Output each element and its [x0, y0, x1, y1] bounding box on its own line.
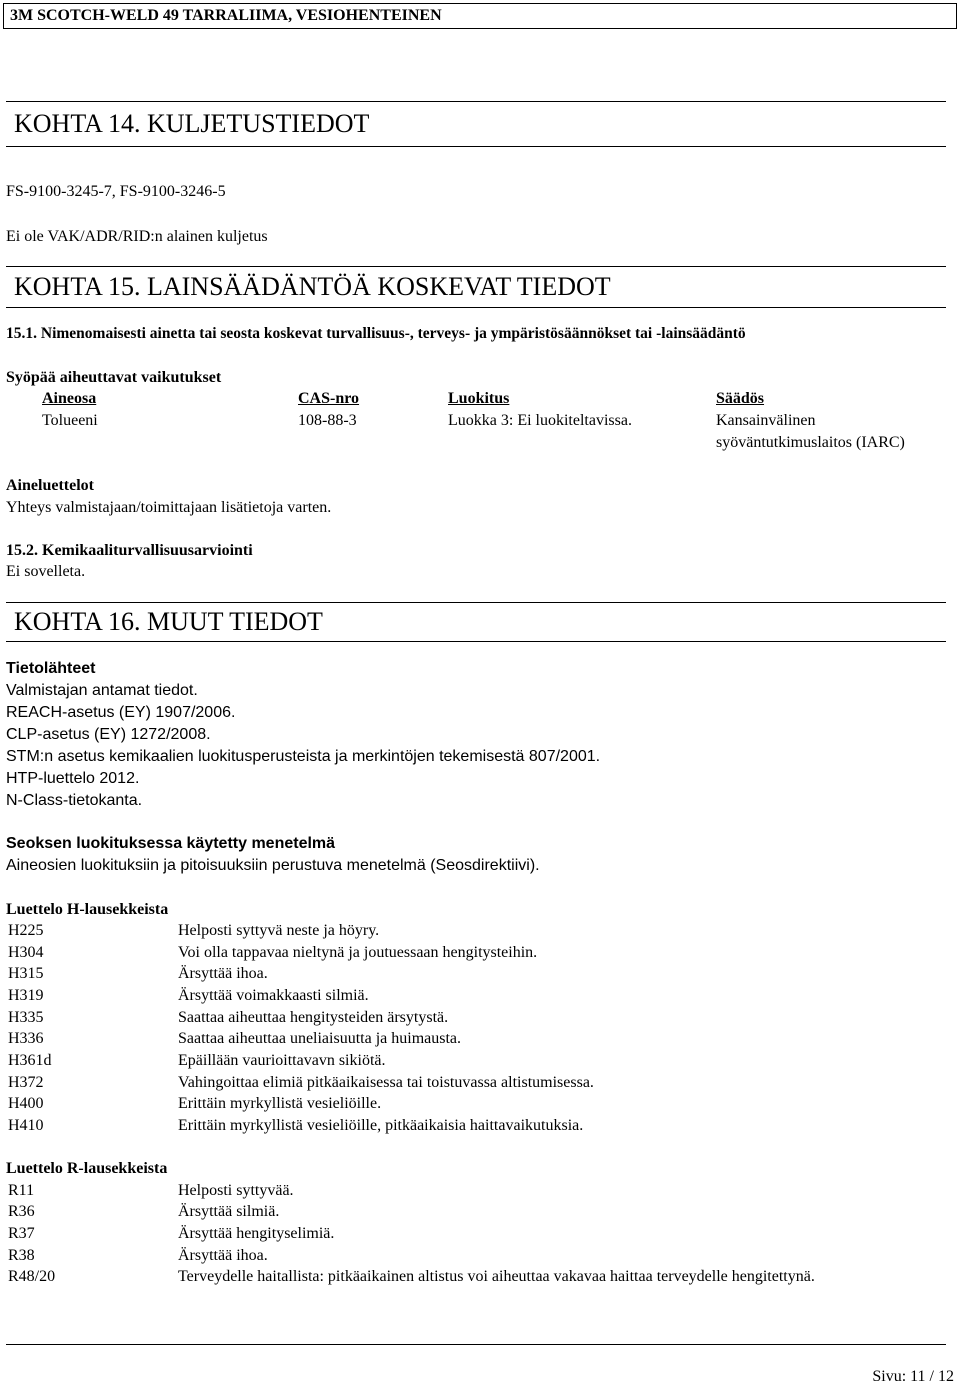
sources-heading: Tietolähteet — [6, 660, 96, 677]
r-statement-code: R38 — [8, 1247, 35, 1264]
page-number: Sivu: 11 / 12 — [872, 1368, 954, 1385]
h-statement-code: H410 — [8, 1117, 44, 1134]
table-header-regulation: Säädös — [716, 390, 765, 407]
h-statement-text: Helposti syttyvä neste ja höyry. — [178, 922, 380, 939]
h-statement-code: H336 — [8, 1030, 44, 1047]
source-item: REACH-asetus (EY) 1907/2006. — [6, 704, 236, 721]
table-cell-ingredient: Tolueeni — [42, 412, 98, 429]
subsection-15-2-text: Ei sovelleta. — [6, 563, 86, 580]
r-statement-text: Ärsyttää ihoa. — [178, 1247, 268, 1264]
r-statements-heading: Luettelo R-lausekkeista — [6, 1160, 168, 1177]
section-14-header — [6, 101, 946, 147]
table-header-classification: Luokitus — [448, 390, 510, 407]
method-text: Aineosien luokituksiin ja pitoisuuksiin perustuva menetelmä (Seosdirektiivi). — [6, 857, 540, 874]
document-title: 3M SCOTCH-WELD 49 TARRALIIMA, VESIOHENTEINEN — [10, 7, 442, 24]
r-statement-text: Helposti syttyvää. — [178, 1182, 294, 1199]
table-cell-cas: 108-88-3 — [298, 412, 357, 429]
subsection-15-1-title: 15.1. Nimenomaisesti ainetta tai seosta koskevat turvallisuus-, terveys- ja ympäristösäännökset tai -lainsäädäntö — [6, 325, 746, 342]
subsection-15-2-title: 15.2. Kemikaaliturvallisuusarviointi — [6, 542, 253, 559]
r-statement-code: R11 — [8, 1182, 35, 1199]
h-statement-text: Saattaa aiheuttaa uneliaisuutta ja huimausta. — [178, 1030, 462, 1047]
r-statement-code: R48/20 — [8, 1268, 56, 1285]
product-codes: FS-9100-3245-7, FS-9100-3246-5 — [6, 183, 226, 200]
r-statement-code: R36 — [8, 1203, 35, 1220]
table-cell-classification: Luokka 3: Ei luokiteltavissa. — [448, 412, 632, 429]
h-statement-code: H400 — [8, 1095, 44, 1112]
table-header-ingredient: Aineosa — [42, 390, 97, 407]
source-item: HTP-luettelo 2012. — [6, 770, 140, 787]
h-statement-code: H304 — [8, 944, 44, 961]
section-15-title: KOHTA 15. LAINSÄÄDÄNTÖÄ KOSKEVAT TIEDOT — [14, 272, 611, 301]
footer-divider — [6, 1344, 946, 1345]
h-statement-code: H315 — [8, 965, 44, 982]
method-heading: Seoksen luokituksessa käytetty menetelmä — [6, 835, 336, 852]
r-statement-text: Ärsyttää silmiä. — [178, 1203, 280, 1220]
table-cell-regulation-line1: Kansainvälinen — [716, 412, 816, 429]
r-statement-text: Ärsyttää hengityselimiä. — [178, 1225, 335, 1242]
transport-note: Ei ole VAK/ADR/RID:n alainen kuljetus — [6, 228, 268, 245]
h-statements-heading: Luettelo H-lausekkeista — [6, 901, 169, 918]
section-14-title: KOHTA 14. KULJETUSTIEDOT — [14, 109, 370, 138]
r-statement-code: R37 — [8, 1225, 35, 1242]
h-statement-text: Ärsyttää voimakkaasti silmiä. — [178, 987, 369, 1004]
table-header-cas: CAS-nro — [298, 390, 360, 407]
carcinogen-heading: Syöpää aiheuttavat vaikutukset — [6, 369, 222, 386]
h-statement-code: H319 — [8, 987, 44, 1004]
h-statement-code: H335 — [8, 1009, 44, 1026]
section-16-header — [6, 602, 946, 642]
h-statement-text: Erittäin myrkyllistä vesieliöille. — [178, 1095, 382, 1112]
h-statement-text: Vahingoittaa elimiä pitkäaikaisessa tai toistuvassa altistumisessa. — [178, 1074, 594, 1091]
h-statement-code: H372 — [8, 1074, 44, 1091]
r-statement-text: Terveydelle haitallista: pitkäaikainen altistus voi aiheuttaa vakavaa haittaa terveydelle hengitettynä. — [178, 1268, 815, 1285]
section-16-title: KOHTA 16. MUUT TIEDOT — [14, 607, 323, 636]
h-statement-text: Epäillään vaurioittavavn sikiötä. — [178, 1052, 386, 1069]
h-statement-text: Ärsyttää ihoa. — [178, 965, 268, 982]
h-statement-text: Voi olla tappavaa nieltynä ja joutuessaan hengitysteihin. — [178, 944, 538, 961]
h-statement-code: H361d — [8, 1052, 52, 1069]
document-header — [3, 3, 957, 29]
h-statement-text: Saattaa aiheuttaa hengitysteiden ärsytystä. — [178, 1009, 449, 1026]
inventories-text: Yhteys valmistajaan/toimittajaan lisätietoja varten. — [6, 499, 332, 516]
source-item: CLP-asetus (EY) 1272/2008. — [6, 726, 211, 743]
source-item: STM:n asetus kemikaalien luokitusperusteista ja merkintöjen tekemisestä 807/2001. — [6, 748, 601, 765]
source-item: Valmistajan antamat tiedot. — [6, 682, 198, 699]
table-cell-regulation-line2: syöväntutkimuslaitos (IARC) — [716, 434, 905, 451]
section-15-header — [6, 266, 946, 308]
source-item: N-Class-tietokanta. — [6, 792, 143, 809]
inventories-heading: Aineluettelot — [6, 477, 94, 494]
h-statement-text: Erittäin myrkyllistä vesieliöille, pitkäaikaisia haittavaikutuksia. — [178, 1117, 584, 1134]
h-statement-code: H225 — [8, 922, 44, 939]
